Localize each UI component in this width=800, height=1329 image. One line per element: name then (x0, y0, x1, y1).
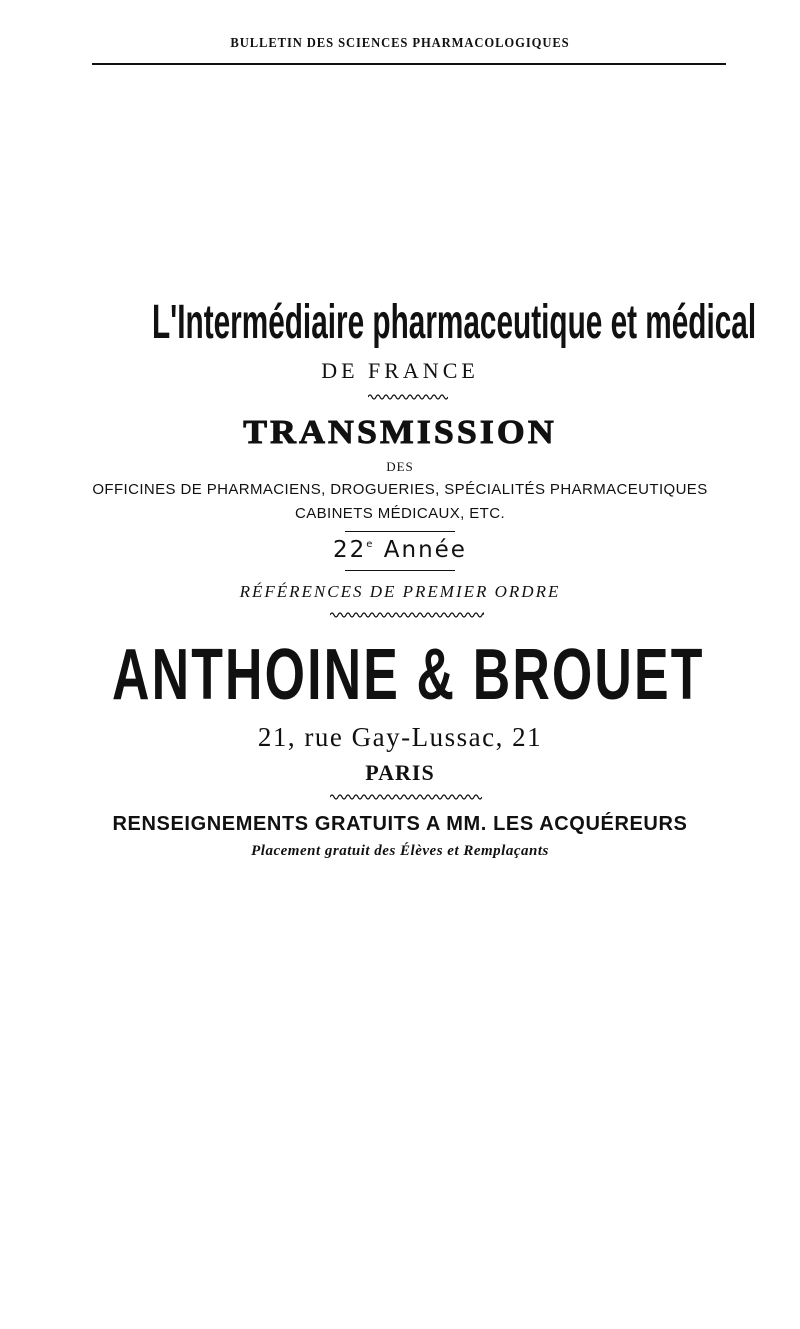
year-line (0, 537, 800, 563)
company-address: 21, rue Gay-Lussac, 21 (257, 722, 543, 752)
rule-below-year (345, 570, 455, 571)
renseignements-line: RENSEIGNEMENTS GRATUITS A MM. LES ACQUÉREURS (112, 813, 688, 835)
references-line: RÉFÉRENCES DE PREMIER ORDRE (239, 582, 561, 601)
services-line-2: CABINETS MÉDICAUX, ETC. (294, 505, 506, 522)
subtitle: DE FRANCE (321, 358, 479, 383)
wavy-divider-2 (330, 611, 484, 619)
year-number: 22 (333, 537, 367, 563)
running-head: BULLETIN DES SCIENCES PHARMACOLOGIQUES (230, 36, 570, 51)
journal-title: L'Intermédiaire pharmaceutique et médical (152, 296, 757, 349)
transmission-heading: TRANSMISSION (243, 414, 557, 451)
year-word: Année (383, 537, 467, 563)
year-suffix: e (366, 539, 375, 550)
header-rule (92, 63, 726, 65)
des-label: DES (386, 459, 414, 474)
company-name: ANTHOINE & BROUET (112, 635, 705, 715)
wavy-divider-1 (368, 393, 448, 401)
company-city: PARIS (365, 760, 435, 785)
services-line-1: OFFICINES DE PHARMACIENS, DROGUERIES, SPÉCIALITÉS PHARMACEUTIQUES (92, 481, 708, 498)
rule-above-year (345, 531, 455, 532)
placement-line: Placement gratuit des Élèves et Remplaçants (251, 843, 549, 859)
wavy-divider-3 (330, 793, 482, 801)
